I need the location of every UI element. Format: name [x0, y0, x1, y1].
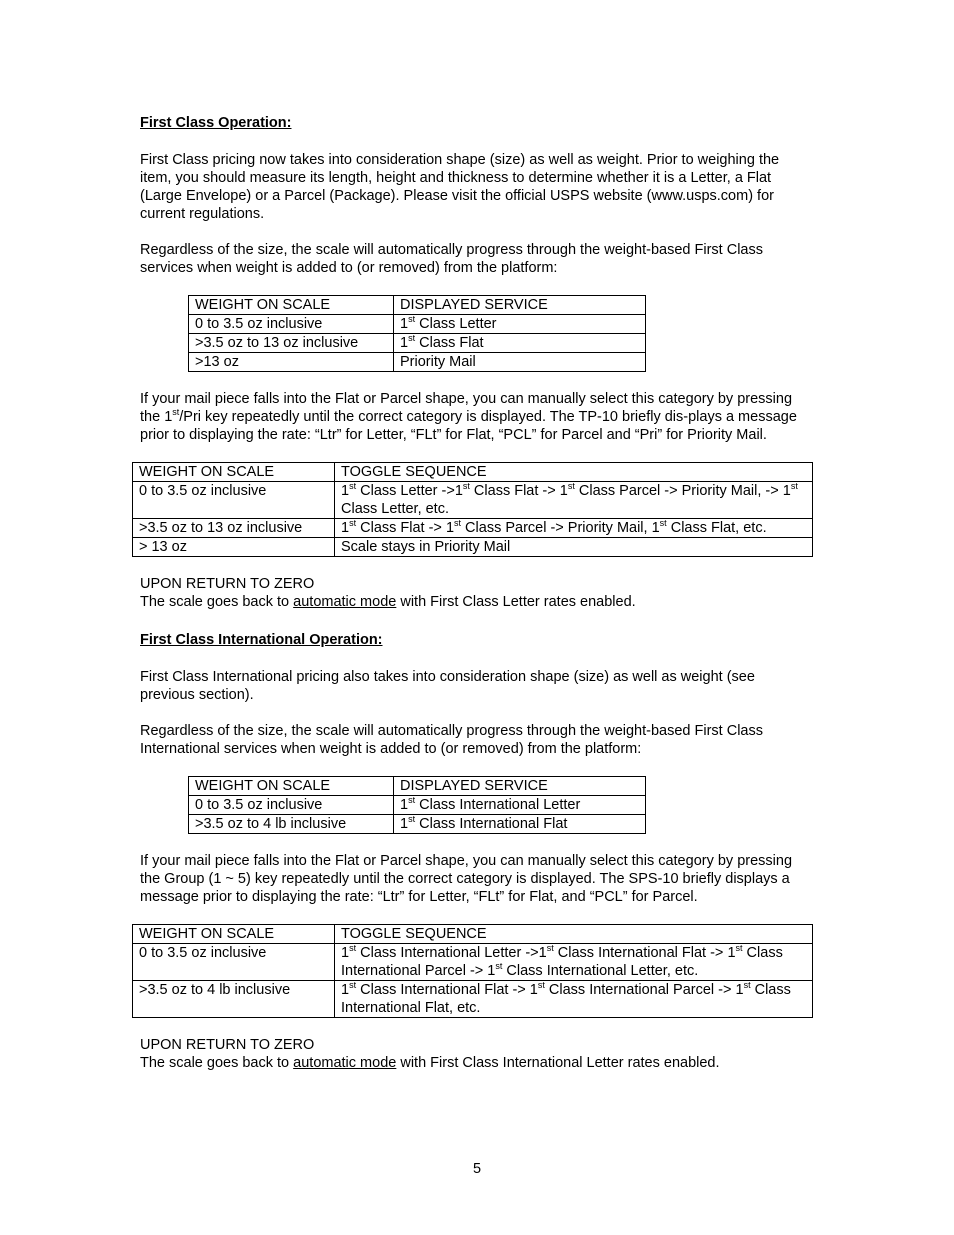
first-class-toggle-sequence-table — [132, 462, 813, 557]
first-class-heading: First Class Operation: — [140, 115, 292, 131]
table-row — [133, 944, 813, 981]
ordinal-suffix: st — [546, 943, 554, 953]
table-cell: >13 oz — [189, 353, 394, 372]
column-header: WEIGHT ON SCALE — [133, 463, 335, 482]
table-row — [133, 482, 813, 519]
table-cell: 1st Class Letter — [394, 315, 646, 334]
ordinal-suffix: st — [408, 795, 416, 805]
table-cell: 0 to 3.5 oz inclusive — [133, 944, 335, 981]
table-cell: > 13 oz — [133, 538, 335, 557]
first-class-intl-intro-paragraph: First Class International pricing also takes into consideration shape (size) as well as weight (see previous section). — [140, 669, 755, 703]
ordinal-suffix: st — [349, 481, 357, 491]
first-class-intl-return-text — [140, 1054, 820, 1072]
table-cell: 1st Class International Letter — [394, 796, 646, 815]
table-cell: 1st Class International Letter ->1st Class International Flat -> 1st Class International Parcel -> 1st Class International Letter, etc. — [335, 944, 813, 981]
table-row — [189, 796, 646, 815]
ordinal-suffix: st — [408, 314, 416, 324]
page-number: 5 — [472, 1161, 482, 1177]
table-header-row — [189, 296, 646, 315]
table-row — [133, 981, 813, 1018]
table-header-row — [133, 463, 813, 482]
ordinal-suffix: st — [408, 333, 416, 343]
column-header: TOGGLE SEQUENCE — [335, 925, 813, 944]
first-class-weight-service-table — [188, 295, 646, 372]
return-text-pre: The scale goes back to — [140, 1055, 294, 1071]
table-cell: >3.5 oz to 13 oz inclusive — [133, 519, 335, 538]
table-header-row — [189, 777, 646, 796]
ordinal-suffix: st — [349, 518, 357, 528]
first-class-intl-progress-paragraph: Regardless of the size, the scale will automatically progress through the weight-based First Class International services when weight is added to (or removed) from the platform: — [140, 723, 763, 757]
first-class-intro-paragraph: First Class pricing now takes into consideration shape (size) as well as weight. Prior to weighing the item, you should measure its length, height and thickness to determine whether it is a Letter, a Flat (Large Envelope) or a Parcel (Package). Please visit the official USPS website (www.usps.com) for current regulations. — [140, 152, 780, 222]
first-class-progress-paragraph: Regardless of the size, the scale will automatically progress through the weight-based First Class services when weight is added to (or removed) from the platform: — [140, 242, 763, 276]
ordinal-suffix: st — [349, 980, 357, 990]
first-class-return-text — [140, 593, 820, 611]
ordinal-suffix: st — [408, 814, 416, 824]
first-class-intl-manual-select-paragraph: If your mail piece falls into the Flat or Parcel shape, you can manually select this category by pressing the Group (1 ~ 5) key repeatedly until the correct category is displayed. The SPS-10 briefly displays a message prior to displaying the rate: “Ltr” for Letter, “FLt” for Flat, and “PCL” for Parcel. — [140, 853, 793, 905]
ordinal-suffix: st — [495, 961, 503, 971]
table-cell: Scale stays in Priority Mail — [335, 538, 813, 557]
table-row — [189, 334, 646, 353]
first-class-manual-select-paragraph: If your mail piece falls into the Flat or Parcel shape, you can manually select this category by pressing the 1st/Pri key repeatedly until the correct category is displayed. The TP-10 briefly dis-plays a message prior to displaying the rate: “Ltr” for Letter, “FLt” for Flat, “PCL” for Parcel and “Pri” for Priority Mail. — [140, 391, 797, 443]
automatic-mode-underlined-text: automatic mode — [293, 594, 397, 610]
ordinal-suffix: st — [349, 943, 357, 953]
table-cell: 1st Class Flat — [394, 334, 646, 353]
ordinal-suffix: st — [790, 481, 798, 491]
table-cell: Priority Mail — [394, 353, 646, 372]
table-row — [189, 815, 646, 834]
ordinal-suffix: st — [462, 481, 470, 491]
column-header: WEIGHT ON SCALE — [189, 296, 394, 315]
table-row — [133, 538, 813, 557]
return-text-pre: The scale goes back to — [140, 594, 294, 610]
return-text-post: with First Class Letter rates enabled. — [396, 594, 636, 610]
ordinal-suffix: st — [567, 481, 575, 491]
first-class-return-heading: UPON RETURN TO ZERO — [140, 576, 315, 592]
ordinal-suffix: st — [172, 407, 180, 417]
ordinal-suffix: st — [537, 980, 545, 990]
ordinal-suffix: st — [454, 518, 462, 528]
column-header: WEIGHT ON SCALE — [133, 925, 335, 944]
first-class-intl-toggle-sequence-table — [132, 924, 813, 1018]
table-row — [189, 315, 646, 334]
table-row — [189, 353, 646, 372]
table-cell: >3.5 oz to 4 lb inclusive — [189, 815, 394, 834]
table-cell: 1st Class International Flat -> 1st Class International Parcel -> 1st Class International Flat, etc. — [335, 981, 813, 1018]
table-header-row — [133, 925, 813, 944]
column-header: TOGGLE SEQUENCE — [335, 463, 813, 482]
table-cell: 0 to 3.5 oz inclusive — [189, 796, 394, 815]
table-row — [133, 519, 813, 538]
table-cell: 0 to 3.5 oz inclusive — [133, 482, 335, 519]
first-class-intl-weight-service-table — [188, 776, 646, 834]
ordinal-suffix: st — [659, 518, 667, 528]
column-header: WEIGHT ON SCALE — [189, 777, 394, 796]
table-cell: 1st Class Letter ->1st Class Flat -> 1st Class Parcel -> Priority Mail, -> 1st Class Letter, etc. — [335, 482, 813, 519]
ordinal-suffix: st — [743, 980, 751, 990]
return-text-post: with First Class International Letter rates enabled. — [396, 1055, 720, 1071]
first-class-intl-return-heading: UPON RETURN TO ZERO — [140, 1037, 315, 1053]
document-page — [140, 114, 820, 1072]
table-cell: 1st Class International Flat — [394, 815, 646, 834]
table-cell: >3.5 oz to 13 oz inclusive — [189, 334, 394, 353]
automatic-mode-underlined-text: automatic mode — [293, 1055, 397, 1071]
first-class-intl-heading: First Class International Operation: — [140, 632, 383, 648]
ordinal-suffix: st — [735, 943, 743, 953]
column-header: DISPLAYED SERVICE — [394, 296, 646, 315]
column-header: DISPLAYED SERVICE — [394, 777, 646, 796]
table-cell: 1st Class Flat -> 1st Class Parcel -> Priority Mail, 1st Class Flat, etc. — [335, 519, 813, 538]
table-cell: 0 to 3.5 oz inclusive — [189, 315, 394, 334]
table-cell: >3.5 oz to 4 lb inclusive — [133, 981, 335, 1018]
